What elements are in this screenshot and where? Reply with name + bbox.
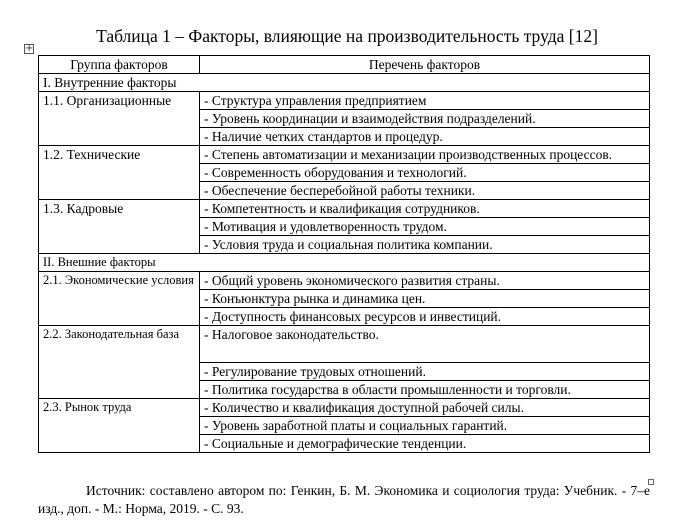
group-cell: 2.2. Законодательная база	[39, 326, 200, 399]
factor-cell: - Налоговое законодательство.	[200, 326, 650, 363]
factor-cell: - Политика государства в области промышленности и торговли.	[200, 381, 650, 399]
factor-cell: - Компетентность и квалификация сотрудников.	[200, 200, 650, 218]
factor-cell: - Социальные и демографические тенденции.	[200, 435, 650, 453]
factor-cell: - Количество и квалификация доступной рабочей силы.	[200, 399, 650, 417]
table-header-row	[39, 56, 650, 74]
header-group-cell: Группа факторов	[39, 56, 200, 74]
table-row	[39, 399, 650, 417]
factor-cell: - Структура управления предприятием	[200, 92, 650, 110]
factor-cell: - Доступность финансовых ресурсов и инвестиций.	[200, 308, 650, 326]
factor-cell: - Наличие четких стандартов и процедур.	[200, 128, 650, 146]
table-move-handle-icon[interactable]: +	[25, 43, 34, 54]
group-cell: 1.2. Технические	[39, 146, 200, 200]
header-list-cell: Перечень факторов	[200, 56, 650, 74]
factor-cell: - Степень автоматизации и механизации производственных процессов.	[200, 146, 650, 164]
table-row	[39, 92, 650, 110]
factor-cell: - Мотивация и удовлетворенность трудом.	[200, 218, 650, 236]
table-caption: Таблица 1 – Факторы, влияющие на производительность труда [12]	[96, 26, 598, 46]
section-title: II. Внешние факторы	[39, 254, 650, 272]
factor-cell: - Конъюнктура рынка и динамика цен.	[200, 290, 650, 308]
source-note: Источник: составлено автором по: Генкин, Б. М. Экономика и социология труда: Учебник. - 7–е изд., доп. - М.: Норма, 2019. - С. 93.	[38, 483, 650, 516]
group-cell: 1.3. Кадровые	[39, 200, 200, 254]
section-title: I. Внутренние факторы	[39, 74, 650, 92]
section-row	[39, 74, 650, 92]
table-row	[39, 200, 650, 218]
factor-cell: - Общий уровень экономического развития страны.	[200, 272, 650, 290]
factor-cell: - Условия труда и социальная политика компании.	[200, 236, 650, 254]
table-row	[39, 146, 650, 164]
factor-cell: - Обеспечение бесперебойной работы техники.	[200, 182, 650, 200]
table-row	[39, 326, 650, 363]
factor-cell: - Регулирование трудовых отношений.	[200, 363, 650, 381]
table-row	[39, 272, 650, 290]
factor-cell: - Уровень заработной платы и социальных гарантий.	[200, 417, 650, 435]
factor-cell: - Современность оборудования и технологий.	[200, 164, 650, 182]
section-row	[39, 254, 650, 272]
group-cell: 1.1. Организационные	[39, 92, 200, 146]
group-cell: 2.3. Рынок труда	[39, 399, 200, 453]
group-cell: 2.1. Экономические условия	[39, 272, 200, 326]
factor-cell: - Уровень координации и взаимодействия подразделений.	[200, 110, 650, 128]
factors-table	[38, 55, 650, 453]
